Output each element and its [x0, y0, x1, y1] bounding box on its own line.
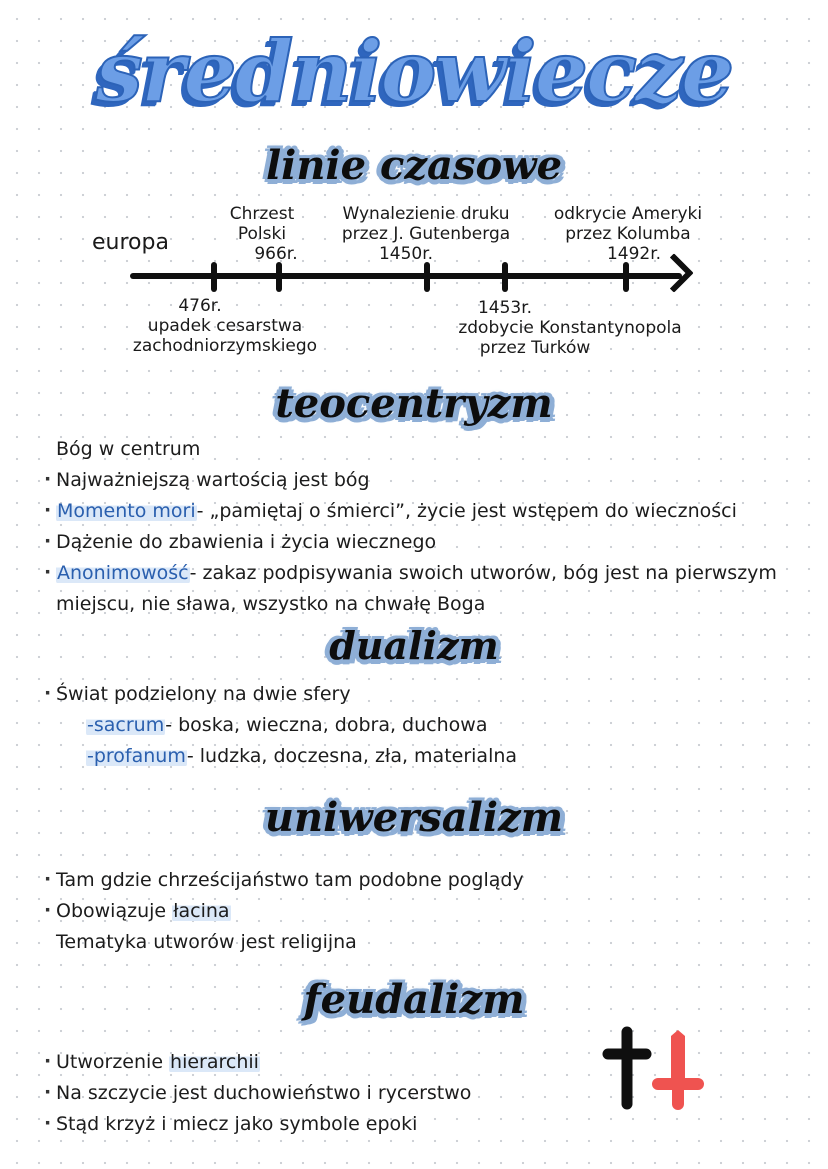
heading-feudalizm: feudalizm: [303, 976, 525, 1023]
timeline-tick-1492: [623, 262, 629, 292]
item-text: Obowiązuje: [56, 900, 173, 922]
event-title: zdobycie Konstantynopola: [458, 318, 682, 338]
highlighted-term: łacina: [173, 900, 230, 922]
list-item: · Świat podzielony na dwie sfery: [56, 678, 351, 710]
heading-dualizm: dualizm: [329, 623, 499, 668]
item-text: Najważniejszą wartością jest bóg: [56, 469, 370, 491]
item-text: - zakaz podpisywania swoich utworów, bóg jest na pierwszym: [189, 562, 777, 584]
list-item: · Stąd krzyż i miecz jako symbole epoki: [56, 1108, 417, 1140]
list-item: [56, 895, 231, 927]
timeline-tick-1450: [424, 262, 430, 292]
sphere-item: [86, 709, 487, 741]
item-text: - boska, wieczna, dobra, duchowa: [165, 714, 488, 736]
heading-teocentryzm: teocentryzm: [275, 380, 553, 427]
timeline-event-1453: [430, 298, 710, 358]
event-title: przez J. Gutenberga: [341, 224, 511, 244]
event-title: upadek cesarstwa: [147, 316, 303, 336]
event-year: 966r.: [254, 244, 298, 264]
event-year: 476r.: [178, 296, 222, 316]
heading-uniwersalizm: uniwersalizm: [264, 794, 564, 841]
item-text: - „pamiętaj o śmierci”, życie jest wstępem do wieczności: [196, 500, 737, 522]
timeline-tick-966: [276, 262, 282, 292]
event-title: Wynalezienie druku: [342, 204, 510, 224]
highlighted-term: hierarchii: [170, 1051, 259, 1073]
highlighted-term: Anonimowość: [57, 562, 189, 584]
timeline-label: europa: [92, 230, 169, 255]
list-item: [56, 495, 737, 527]
timeline-event-1492: [548, 204, 708, 264]
event-title: Polski: [237, 224, 287, 244]
list-item: [56, 464, 370, 496]
highlighted-term: -profanum: [87, 745, 186, 767]
event-title: przez Turków: [479, 338, 591, 358]
symbols: [600, 1020, 720, 1116]
event-title: odkrycie Ameryki: [553, 204, 703, 224]
list-item-continuation: miejscu, nie sława, wszystko na chwałę Boga: [56, 593, 486, 615]
timeline-tick-1453: [502, 262, 508, 292]
event-title: Chrzest: [229, 204, 295, 224]
heading-timeline: linie czasowe: [265, 142, 563, 189]
highlighted-term: -sacrum: [87, 714, 165, 736]
list-item: [56, 1046, 260, 1078]
timeline-event-476: [100, 296, 350, 356]
timeline-event-966: [222, 204, 302, 264]
item-text: Dążenie do zbawienia i życia wiecznego: [56, 531, 437, 553]
list-item: Tematyka utworów jest religijna: [56, 931, 357, 953]
highlighted-term: Momento mori: [57, 500, 196, 522]
item-text: Utworzenie: [56, 1051, 170, 1073]
page-title: średniowiecze: [95, 22, 733, 121]
teocentryzm-intro: Bóg w centrum: [56, 438, 201, 460]
event-title: zachodniorzymskiego: [132, 336, 318, 356]
event-year: 1450r.: [378, 244, 434, 264]
sword-icon: [600, 1020, 720, 1116]
list-item: [56, 557, 777, 589]
timeline-tick-476: [211, 262, 217, 292]
event-title: przez Kolumba: [565, 224, 691, 244]
item-text: - ludzka, doczesna, zła, materialna: [186, 745, 518, 767]
list-item: · Tam gdzie chrześcijaństwo tam podobne poglądy: [56, 864, 524, 896]
event-year: 1453r.: [477, 298, 533, 318]
event-year: 1492r.: [606, 244, 662, 264]
list-item: · Na szczycie jest duchowieństwo i rycerstwo: [56, 1077, 471, 1109]
sphere-item: [86, 740, 517, 772]
list-item: [56, 526, 436, 558]
timeline-event-1450: [320, 204, 532, 264]
